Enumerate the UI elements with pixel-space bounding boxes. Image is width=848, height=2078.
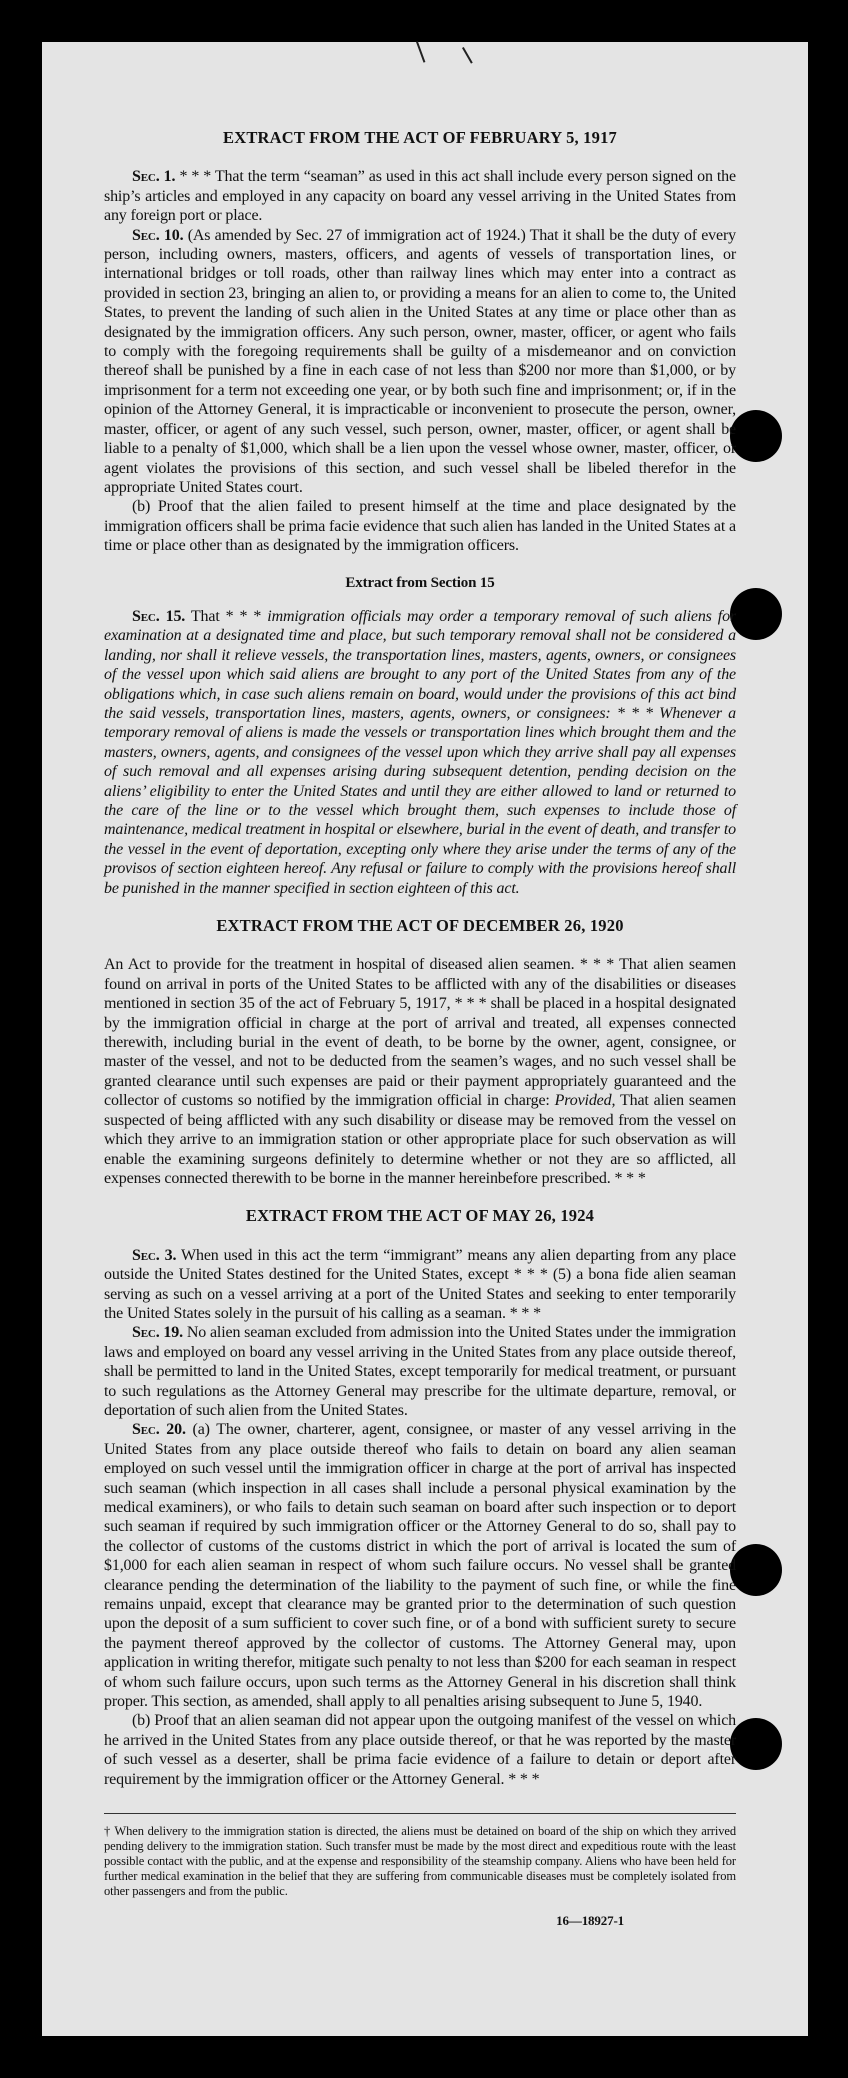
heading-extract-section-15: Extract from Section 15 <box>345 574 495 591</box>
heading-act-dec-1920: EXTRACT FROM THE ACT OF DECEMBER 26, 1920 <box>216 916 624 936</box>
punch-hole <box>730 1544 782 1596</box>
paragraph-sec-20 <box>104 1420 736 1711</box>
section-label: Sec. 15. <box>132 607 186 625</box>
footnote: † When delivery to the immigration station is directed, the aliens must be detained on board of the ship on which they arrived pending delivery to the immigration station. Such transfer must be made by the most direct and expeditious route with the least possible contact with the public, and at the expense and responsibility of the steamship company. Aliens who have been held for further medical examination in the belief that they are suffering from communicable diseases must be completely isolated from other passengers and from the public. <box>104 1824 736 1899</box>
section-label: Sec. 20. <box>132 1421 186 1439</box>
paragraph-text: An Act to provide for the treatment in hospital of diseased alien seamen. * * * That alien seamen found on arrival in ports of the United States to be afflicted with any of the disabilities or diseases mentioned in section 35 of the act of February 5, 1917, * * * shall be placed in a hospital designated by the immigration official in charge at the port of arrival and treated, all expenses connected therewith, including burial in the event of death, to be borne by the owner, agent, consignee, or master of the vessel, and not to be deducted from the seamen’s wages, and no such vessel shall be granted clearance until such expenses are paid or their payment appropriately guaranteed and the collector of customs so notified by the immigration official in charge: <box>104 956 736 1110</box>
paragraph-sec-10 <box>104 226 736 498</box>
section-label: Sec. 3. <box>132 1246 177 1264</box>
proviso-label: Provided, <box>554 1092 616 1110</box>
paragraph-text: That alien seamen suspected of being afflicted with any such disability or disease may be removed from the vessel on which they arrive to an immigration station or other appropriate place for such observation as will enable the examining surgeons definitely to determine whether or not they are so afflicted, all expenses connected therewith to be borne in the manner hereinbefore prescribed. * * * <box>104 1092 736 1187</box>
paragraph-sec-15 <box>104 607 736 898</box>
footnote-divider <box>104 1813 736 1814</box>
section-label: Sec. 19. <box>132 1324 183 1342</box>
section-act-may-1924 <box>104 1246 736 1789</box>
scan-mark <box>462 47 473 64</box>
paragraph-sec-3 <box>104 1246 736 1324</box>
heading-act-feb-1917: EXTRACT FROM THE ACT OF FEBRUARY 5, 1917 <box>223 128 617 147</box>
scan-mark <box>416 41 425 62</box>
section-15 <box>104 607 736 898</box>
section-label: Sec. 1. <box>132 168 176 186</box>
paragraph-sec-19 <box>104 1323 736 1420</box>
paragraph-sec-20-b <box>104 1711 736 1789</box>
paragraph-sec-1 <box>104 167 736 225</box>
punch-hole <box>730 410 782 462</box>
form-number: 16—18927-1 <box>556 1913 624 1929</box>
paragraph-text: That * * * <box>185 607 268 625</box>
paragraph-text: (a) The owner, charterer, agent, consignee, or master of any vessel arriving in the United States from any place outside thereof who fails to detain on board any alien seaman employed on such vessel until the immigration officer in charge at the port of arrival has inspected such seaman (which inspection in all cases shall include a personal physical examination by the medical examiners), or who fails to detain such seaman on board after such inspection or to deport such seaman if required by such immigration officer or the Attorney General to do so, shall pay to the collector of customs of the customs district in which the port of arrival is located the sum of $1,000 for each alien seaman in respect of whom such failure occurs. No vessel shall be granted clearance pending the determination of the liability to the payment of such fine, or while the fine remains unpaid, except that clearance may be granted prior to the determination of such question upon the deposit of a sum sufficient to cover such fine, or of a bond with sufficient surety to secure the payment thereof approved by the collector of customs. The Attorney General may, upon application in writing therefor, mitigate such penalty to not less than $200 for each seaman in respect of whom such failure occurs, upon such terms as the Attorney General in his discretion shall think proper. This section, as amended, shall apply to all penalties arising subsequent to June 5, 1940. <box>104 1421 736 1711</box>
paragraph-text: When used in this act the term “immigrant” means any alien departing from any place outside the United States destined for the United States, except * * * (5) a bona fide alien seaman serving as such on a vessel arriving at a port of the United States and seeking to enter temporarily the United States solely in the pursuit of his calling as a seaman. * * * <box>104 1246 736 1322</box>
punch-hole <box>730 588 782 640</box>
paragraph-text: (As amended by Sec. 27 of immigration act of 1924.) That it shall be the duty of every person, including owners, masters, officers, and agents of vessels of transportation lines, or international bridges or toll roads, other than railway lines which may enter into a contract as provided in section 23, bringing an alien to, or providing a means for an alien to come to, the United States, to prevent the landing of such alien in the United States at any time or place other than as designated by the immigration officers. Any such person, owner, master, officer, or agent who fails to comply with the foregoing requirements shall be guilty of a misdemeanor and on conviction thereof shall be punished by a fine in each case of not less than $200 nor more than $1,000, or by imprisonment for a term not exceeding one year, or by both such fine and imprisonment; or, if in the opinion of the Attorney General, it is impracticable or inconvenient to prosecute the person, owner, master, officer, or agent of any such vessel, such person, owner, master, officer, or agent shall be liable to a penalty of $1,000, which shall be a lien upon the vessel whose owner, master, officer, or agent violates the provisions of this section, and such vessel shall be libeled therefor in the appropriate United States court. <box>104 226 736 496</box>
punch-hole <box>730 1718 782 1770</box>
section-act-dec-1920 <box>104 955 736 1188</box>
section-act-feb-1917 <box>104 167 736 555</box>
document-body <box>104 128 736 1931</box>
paragraph-italic-text: immigration officials may order a temporary removal of such aliens for examination at a designated time and place, but such temporary removal shall not be considered a landing, nor shall it relieve vessels, the transportation lines, masters, agents, owners, or consignees of the vessel upon which said aliens are brought to any port of the United States from any of the obligations which, in case such aliens remain on board, would under the provisions of this act bind the said vessels, transportation lines, masters, agents, owners, or consignees: * * * Whenever a temporary removal of aliens is made the vessels or transportation lines which brought them and the masters, owners, agents, and consignees of the vessel upon which they arrive shall pay all expenses of such removal and all expenses arising during subsequent detention, pending decision on the aliens’ eligibility to enter the United States and until they are either allowed to land or returned to the care of the line or to the vessel which brought them, such expenses to include those of maintenance, medical treatment in hospital or elsewhere, burial in the event of death, and transfer to the vessel in the event of deportation, excepting only where they arise under the terms of any of the provisos of section eighteen hereof. Any refusal or failure to comply with the provisions hereof shall be punished in the manner specified in section eighteen of this act. <box>104 607 736 897</box>
paragraph-hospital-treatment <box>104 955 736 1188</box>
paragraph-text: (b) Proof that an alien seaman did not appear upon the outgoing manifest of the vessel on which he arrived in the United States from any place outside thereof, or that he was reported by the master of such vessel as a deserter, shall be prima facie evidence of a failure to detain or deport after requirement by the immigration officer or the Attorney General. * * * <box>104 1712 736 1788</box>
paragraph-sec-10-b <box>104 497 736 555</box>
paragraph-text: * * * That the term “seaman” as used in this act shall include every person signed on the ship’s articles and employed in any capacity on board any vessel arriving in the United States from any foreign port or place. <box>104 168 736 225</box>
paragraph-text: No alien seaman excluded from admission into the United States under the immigration laws and employed on board any vessel arriving in the United States from any place outside thereof, shall be permitted to land in the United States, except temporarily for medical treatment, or pursuant to such regulations as the Attorney General may prescribe for the ultimate departure, removal, or deportation of such alien from the United States. <box>104 1324 737 1419</box>
section-label: Sec. 10. <box>132 226 184 244</box>
paragraph-text: (b) Proof that the alien failed to present himself at the time and place designated by the immigration officers shall be prima facie evidence that such alien has landed in the United States at a time or place other than as designated by the immigration officers. <box>104 498 736 555</box>
heading-act-may-1924: EXTRACT FROM THE ACT OF MAY 26, 1924 <box>245 1206 595 1226</box>
